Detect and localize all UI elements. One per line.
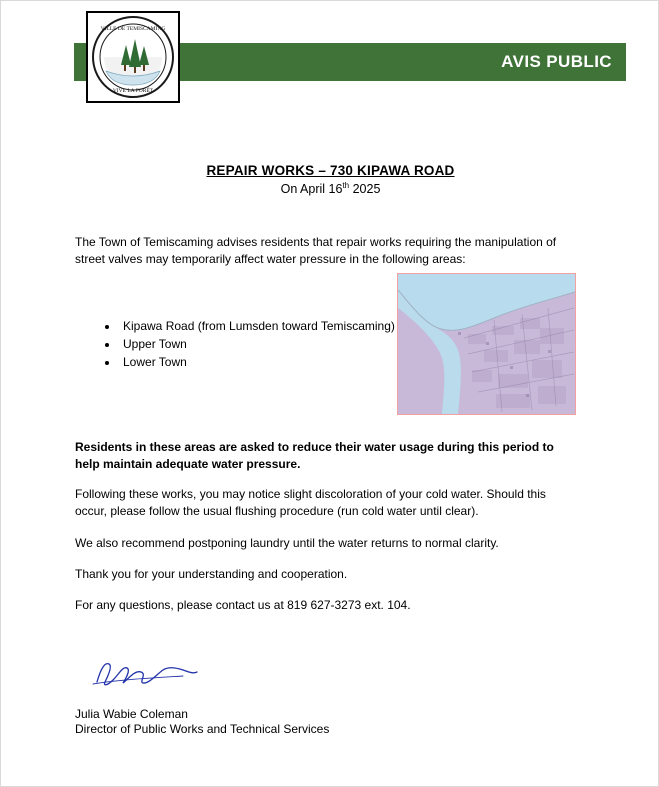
page-title: REPAIR WORKS – 730 KIPAWA ROAD — [206, 163, 455, 178]
paragraph-contact: For any questions, please contact us at 819 627-3273 ext. 104. — [75, 598, 411, 612]
paragraph-thanks: Thank you for your understanding and cooperation. — [75, 567, 348, 581]
usage-reduction-note: Residents in these areas are asked to reduce their water usage during this period to help maintain adequate water pressure. — [75, 440, 554, 471]
subtitle-ordinal: th — [342, 181, 350, 190]
subtitle-prefix: On April 16 — [280, 182, 343, 197]
signature-image — [91, 656, 201, 692]
map-graphic — [398, 274, 575, 414]
aerial-map-image — [397, 273, 576, 415]
list-item: • Kipawa Road (from Lumsden toward Temiscaming) — [119, 317, 395, 335]
banner-title: AVIS PUBLIC — [501, 52, 612, 71]
signatory-role: Director of Public Works and Technical Services — [75, 722, 330, 736]
subtitle-suffix: 2025 — [349, 182, 381, 197]
list-item: • Lower Town — [119, 353, 395, 371]
list-item: • Upper Town — [119, 335, 395, 353]
town-crest-logo — [86, 11, 180, 103]
paragraph-discoloration: Following these works, you may notice slight discoloration of your cold water. Should this occur, please follow the usual flushing procedure (run cold water until clear). — [75, 487, 546, 518]
svg-text:VIVE LA FORÊT: VIVE LA FORÊT — [112, 88, 154, 94]
affected-areas-list — [97, 317, 395, 371]
crest-icon — [88, 13, 178, 101]
page-subtitle — [1, 181, 659, 196]
signatory-name: Julia Wabie Coleman — [75, 707, 188, 721]
handwritten-signature-icon — [91, 656, 201, 692]
paragraph-laundry: We also recommend postponing laundry until the water returns to normal clarity. — [75, 536, 499, 550]
intro-paragraph: The Town of Temiscaming advises residents that repair works requiring the manipulation of street valves may temporarily affect water pressure in the following areas: — [75, 235, 557, 266]
svg-text:VILLE DE TEMISCAMING: VILLE DE TEMISCAMING — [100, 26, 166, 32]
